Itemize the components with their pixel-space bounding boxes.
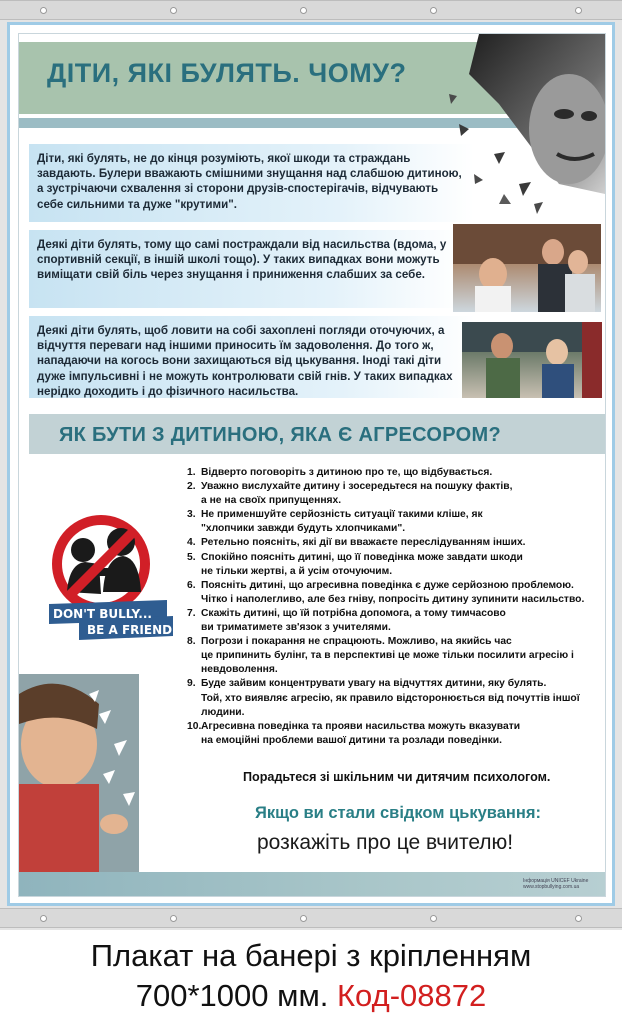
advice-text-continued: на емоційні проблеми вашої дитини та розлади поведінки.: [201, 734, 502, 746]
advice-number: 3.: [187, 509, 196, 521]
paragraph-seeking-attention: Деякі діти булять, щоб ловити на собі захоплені погляди оточуючих, а відчуття переваги над іншими приносить їм задоволення. До того ж, нападаючи на когось вони захищаються від цькування. Іноді такі діти дуже імпульсивні і не можуть контролювати свій гнів. У таких випадках нерідко доходить і до фізичного насильства.: [29, 316, 475, 398]
witness-line: Якщо ви стали свідком цькування:: [255, 804, 541, 822]
grommet: [40, 915, 47, 922]
bottom-hanging-bar: [0, 908, 622, 928]
advice-text: Відверто поговоріть з дитиною про те, що відбувається.: [201, 467, 493, 478]
advice-item: [187, 720, 597, 748]
advice-text-continued: а не на своїх припущеннях.: [201, 495, 342, 507]
product-code: Код-08872: [337, 978, 487, 1013]
poster-inner: [18, 33, 606, 897]
advice-text: Буде зайвим концентрувати увагу на відчуттях дитини, яку булять.: [201, 678, 547, 690]
dont-bully-sign: [39, 512, 179, 642]
advice-number: 9.: [187, 678, 196, 690]
paragraph-victims-of-violence: Деякі діти булять, тому що самі постраждали від насильства (вдома, у спортивній секції, в іншій школі тощо). У таких випадках вони можуть вимiщати свій біль через знущання і приниження слабших за себе.: [29, 230, 461, 308]
grommet: [170, 7, 177, 14]
advice-text: Ретельно поясніть, які дії ви вважаєте переслідуванням інших.: [201, 537, 526, 549]
advice-item: [187, 677, 597, 719]
advice-item: [187, 579, 597, 607]
advice-list: [187, 466, 597, 748]
bullying-scene-image: [453, 224, 601, 312]
advice-text: Не применшуйте серйозність ситуації такими кліше, як: [201, 509, 483, 521]
kid-image: [19, 674, 139, 896]
advice-number: 10.: [187, 720, 202, 732]
grommet: [40, 7, 47, 14]
product-size: 700*1000 мм.: [135, 978, 329, 1013]
bullying-scene-image: [462, 322, 602, 398]
paragraph-why-bully: Діти, які булять, не до кінця розуміють, якої шкоди та страждань завдають. Булери вважають смішними знущання над слабшою дитиною, а зустрічаючи схвалення зі сторони друзів-спостерігачів, відчувають себе сильними та дуже "крутими".: [29, 144, 474, 222]
advice-text-continued: не тільки жертві, а й усім оточуючим.: [201, 565, 393, 577]
grommet: [430, 915, 437, 922]
top-hanging-bar: [0, 0, 622, 20]
grommet: [430, 7, 437, 14]
advice-text-continued: це припинить булінг, та в перспективі це може тільки посилити агресію і невдоволення.: [201, 650, 574, 676]
advice-number: 1.: [187, 467, 196, 478]
footer-band: [19, 872, 605, 896]
advice-text: Погрози і покарання не спрацюють. Можливо, на якийсь час: [201, 636, 512, 648]
advice-text: Уважно вислухайте дитину і зосередьтеся на пошуку фактів,: [201, 481, 513, 493]
grommet: [300, 915, 307, 922]
advice-text-continued: Чітко і наполегливо, але без гніву, попросіть дитину зупинити насильство.: [201, 593, 585, 605]
advice-item: [187, 607, 597, 635]
footer-credits: [523, 878, 588, 890]
grommet: [575, 7, 582, 14]
sign-text-1: DON'T BULLY...: [53, 607, 152, 621]
poster-subtitle: ЯК БУТИ З ДИТИНОЮ, ЯКА Є АГРЕСОРОМ?: [59, 424, 501, 446]
advice-text: Поясніть дитині, що агресивна поведінка є дуже серйозною проблемою.: [201, 579, 574, 591]
psychologist-note: Порадьтеся зі шкільним чи дитячим психологом.: [243, 770, 551, 784]
advice-text-continued: "хлопчики завжди будуть хлопчиками".: [201, 523, 406, 535]
advice-text-continued: ви триматимете зв'язок з учителями.: [201, 622, 391, 634]
advice-text: Спокійно поясніть дитині, що її поведінка може завдати шкоди: [201, 551, 523, 563]
advice-item: [187, 466, 597, 480]
no-bullying-icon: [39, 512, 179, 642]
advice-text: Скажіть дитині, що їй потрібна допомога, а тому тимчасово: [201, 607, 506, 619]
poster-title: ДІТИ, ЯКІ БУЛЯТЬ. ЧОМУ?: [47, 58, 407, 88]
advice-item: [187, 635, 597, 677]
advice-number: 8.: [187, 636, 196, 648]
advice-number: 6.: [187, 579, 196, 591]
advice-item: [187, 508, 597, 536]
grommet: [170, 915, 177, 922]
product-caption-line-2: [0, 978, 622, 1014]
advice-text: Агресивна поведінка та прояви насильства можуть вказувати: [201, 720, 521, 732]
crying-kid-photo: [19, 674, 139, 896]
advice-item: [187, 551, 597, 579]
advice-number: 5.: [187, 551, 196, 563]
footer-credit-line: Інформація UNICEF Ukraine: [523, 878, 589, 884]
poster: [7, 22, 615, 906]
advice-item: [187, 536, 597, 550]
advice-item: [187, 480, 597, 508]
advice-number: 7.: [187, 607, 196, 619]
sign-text-2: BE A FRIEND.: [87, 623, 177, 637]
advice-number: 4.: [187, 537, 196, 549]
advice-text-continued: Той, хто виявляє агресію, як правило відсторонюється від почуттів іншої людини.: [201, 692, 580, 718]
footer-site-line: www.stopbullying.com.ua: [523, 884, 580, 890]
bullying-photo-2: [462, 322, 602, 398]
grommet: [300, 7, 307, 14]
product-caption-line-1: Плакат на банері з кріпленням: [90, 938, 532, 973]
tell-teacher-line: розкажіть про це вчителю!: [257, 831, 514, 854]
advice-number: 2.: [187, 481, 196, 493]
bullying-photo-1: [453, 224, 601, 312]
grommet: [575, 915, 582, 922]
